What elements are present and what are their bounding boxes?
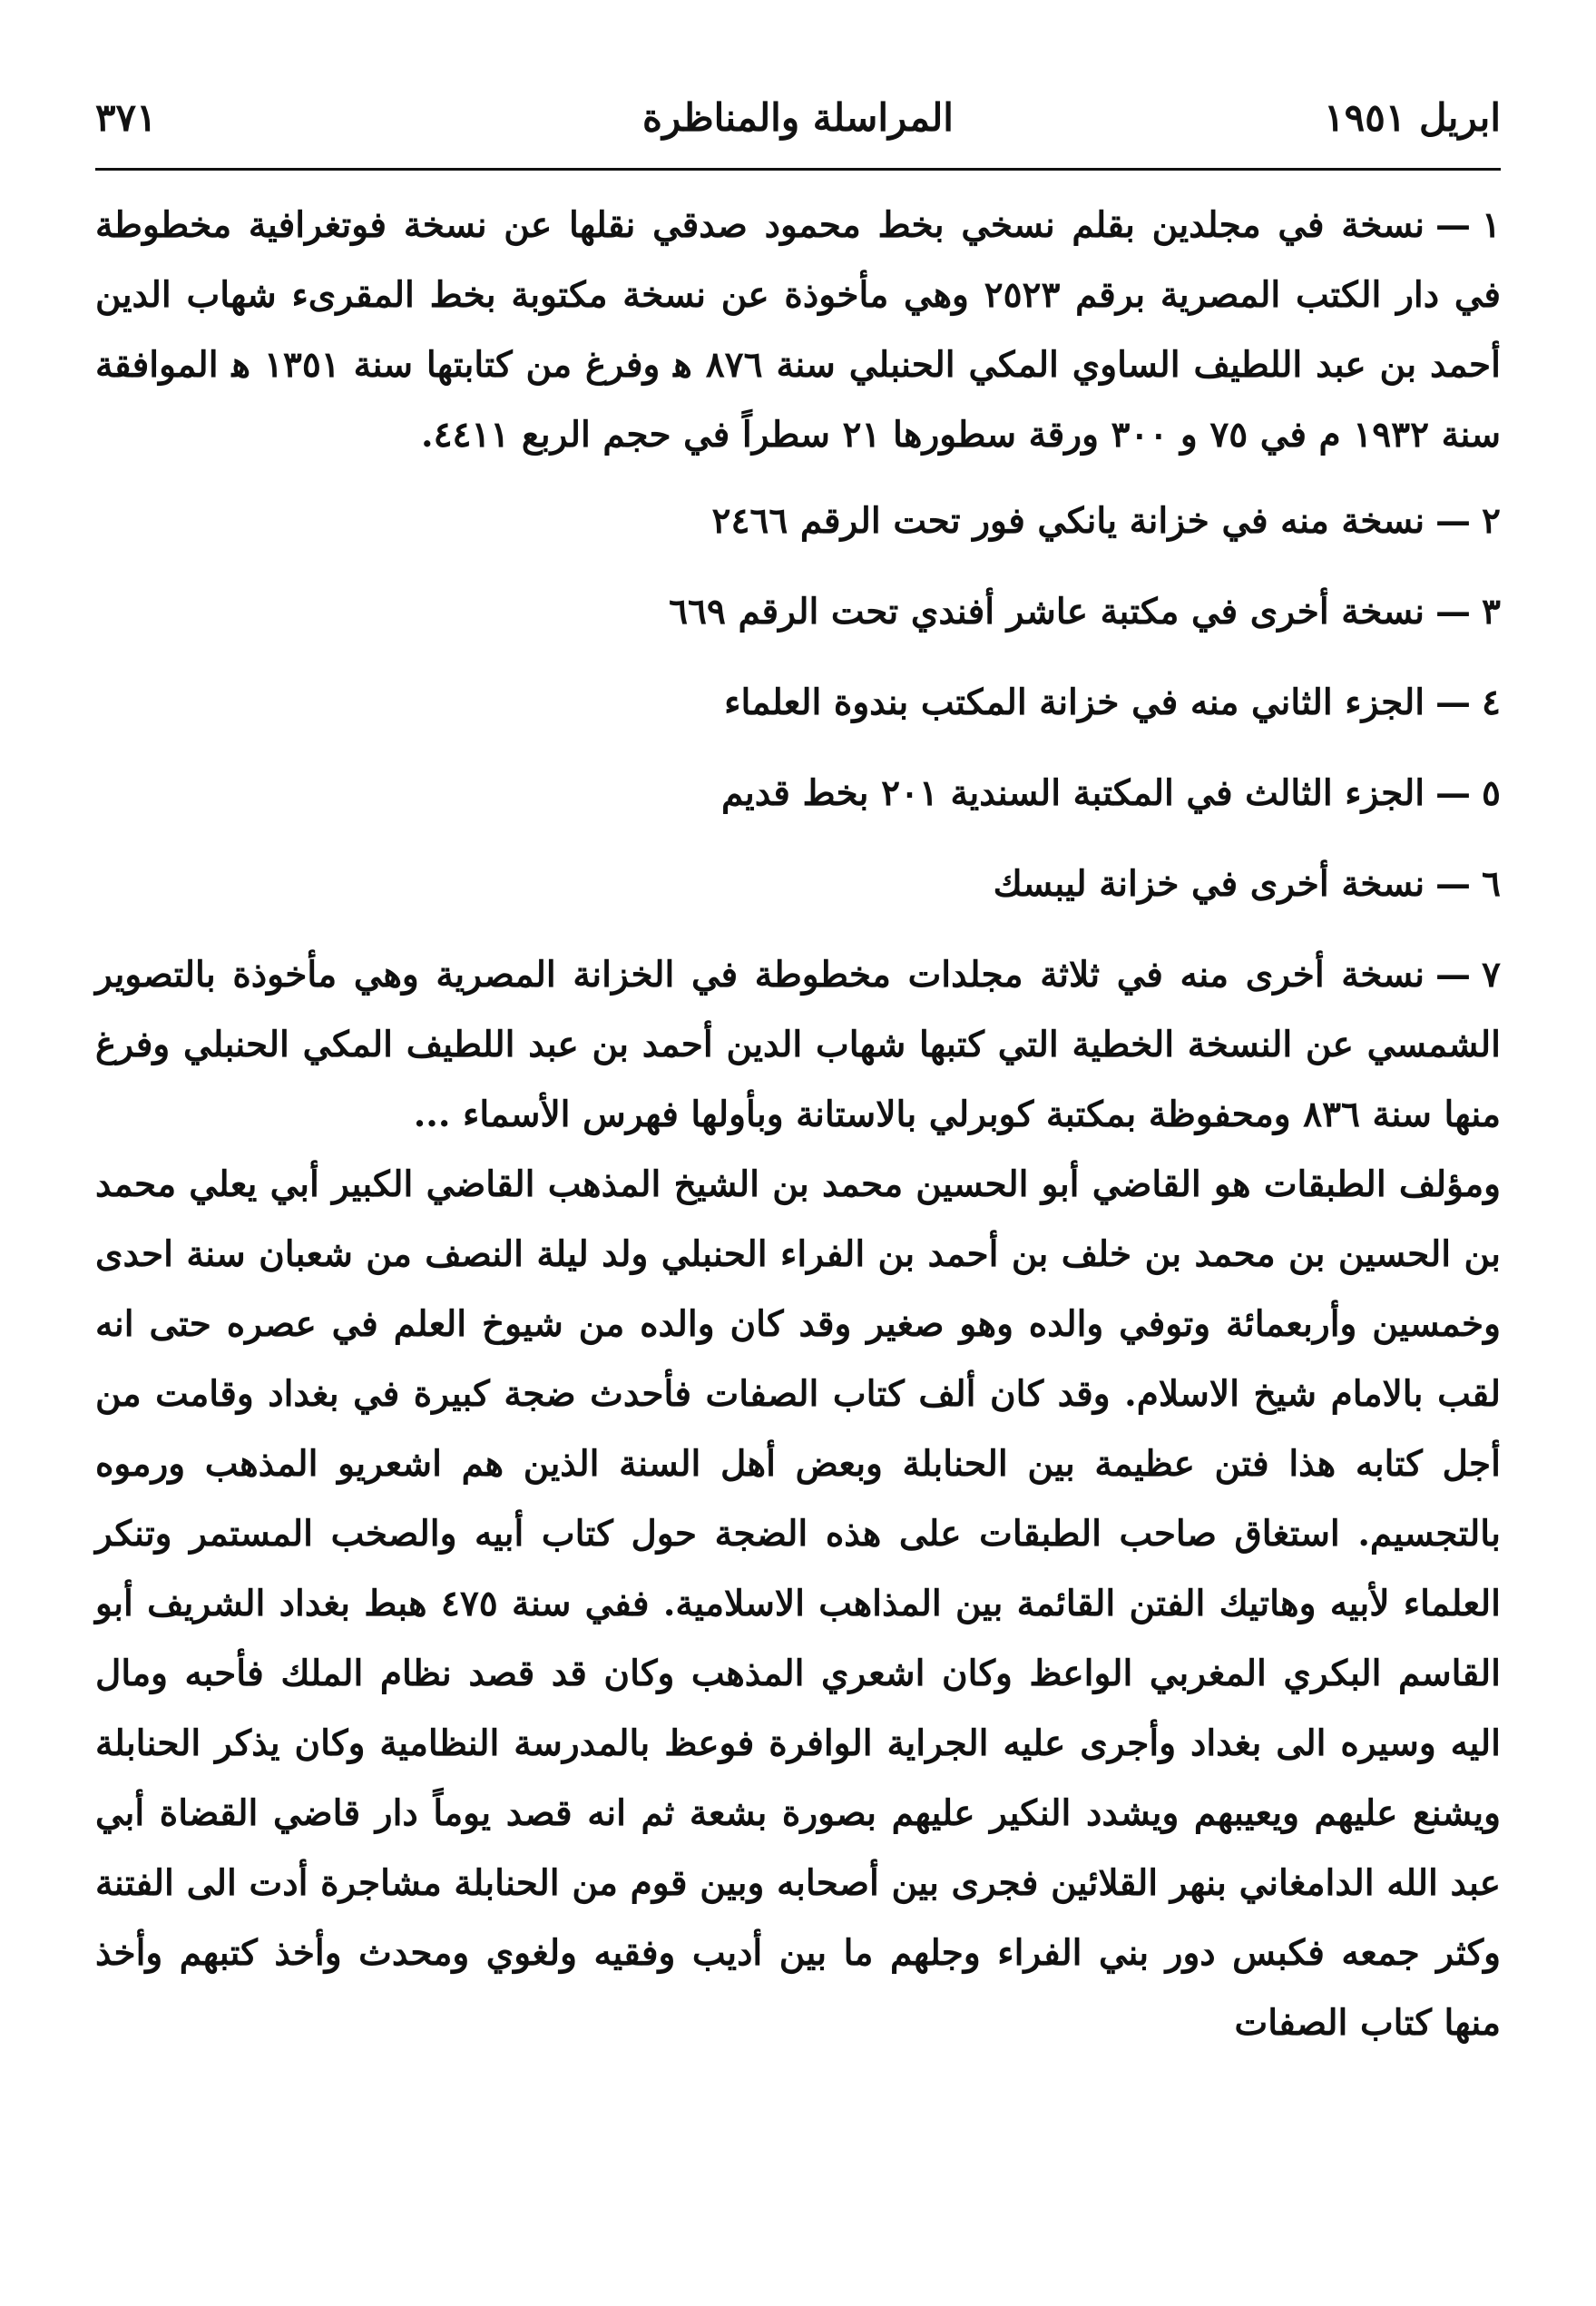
list-item-text: الجزء الثالث في المكتبة السندية ٢٠١ بخط قديم bbox=[720, 772, 1425, 814]
list-item bbox=[95, 940, 1501, 1150]
list-item bbox=[95, 668, 1501, 738]
list-item-text: نسخة أخرى منه في ثلاثة مجلدات مخطوطة في الخزانة المصرية وهي مأخوذة بالتصوير الشمسي عن النسخة الخطية التي كتبها شهاب الدين أحمد بن عبد اللطيف المكي الحنبلي وفرغ منها سنة ٨٣٦ ومحفوظة بمكتبة كوبرلي بالاستانة وبأولها فهرس الأسماء ... bbox=[95, 954, 1501, 1135]
list-item-text: نسخة أخرى في مكتبة عاشر أفندي تحت الرقم ٦٦٩ bbox=[669, 591, 1425, 633]
list-item-number: ٣ bbox=[1482, 591, 1501, 633]
header-section-title: المراسلة والمناظرة bbox=[642, 95, 954, 140]
list-item-number: ٥ bbox=[1482, 772, 1501, 814]
dash-separator: — bbox=[1435, 204, 1472, 246]
list-item-number: ٢ bbox=[1482, 500, 1501, 542]
dash-separator: — bbox=[1435, 591, 1472, 633]
list-item bbox=[95, 849, 1501, 919]
running-header bbox=[95, 86, 1501, 150]
header-date: ابريل ١٩٥١ bbox=[1324, 95, 1501, 140]
dash-separator: — bbox=[1435, 772, 1472, 814]
list-item bbox=[95, 486, 1501, 556]
list-item-number: ٧ bbox=[1482, 954, 1501, 996]
dash-separator: — bbox=[1435, 863, 1472, 905]
body-paragraph: ومؤلف الطبقات هو القاضي أبو الحسين محمد بن الشيخ المذهب القاضي الكبير أبي يعلي محمد بن الحسين بن محمد بن خلف بن أحمد بن الفراء الحنبلي ولد ليلة النصف من شعبان سنة احدى وخمسين وأربعمائة وتوفي والده وهو صغير وقد كان والده من شيوخ العلم في عصره حتى انه لقب بالامام شيخ الاسلام. وقد كان ألف كتاب الصفات فأحدث ضجة كبيرة في بغداد وقامت من أجل كتابه هذا فتن عظيمة بين الحنابلة وبعض أهل السنة الذين هم اشعريو المذهب ورموه بالتجسيم. استغاق صاحب الطبقات على هذه الضجة حول كتاب أبيه والصخب المستمر وتنكر العلماء لأبيه وهاتيك الفتن القائمة بين المذاهب الاسلامية. ففي سنة ٤٧٥ هبط بغداد الشريف أبو القاسم البكري المغربي الواعظ وكان اشعري المذهب وكان قد قصد نظام الملك فأحبه ومال اليه وسيره الى بغداد وأجرى عليه الجراية الوافرة فوعظ بالمدرسة النظامية وكان يذكر الحنابلة ويشنع عليهم ويعيبهم ويشدد النكير عليهم بصورة بشعة ثم انه قصد يوماً دار قاضي القضاة أبي عبد الله الدامغاني بنهر القلائين فجرى بين أصحابه وبين قوم من الحنابلة مشاجرة أدت الى الفتنة وكثر جمعه فكبس دور بني الفراء وجلهم ما بين أديب وفقيه ولغوي ومحدث وأخذ كتبهم وأخذ منها كتاب الصفات bbox=[95, 1163, 1501, 2044]
dash-separator: — bbox=[1435, 682, 1472, 723]
dash-separator: — bbox=[1435, 500, 1472, 542]
list-item-text: الجزء الثاني منه في خزانة المكتب بندوة العلماء bbox=[724, 682, 1425, 723]
list-item bbox=[95, 577, 1501, 647]
list-item-text: نسخة منه في خزانة يانكي فور تحت الرقم ٢٤٦٦ bbox=[711, 500, 1425, 542]
page-number: ٣٧١ bbox=[95, 95, 157, 140]
list-item-text: نسخة في مجلدين بقلم نسخي بخط محمود صدقي نقلها عن نسخة فوتغرافية مخطوطة في دار الكتب المصرية برقم ٢٥٢٣ وهي مأخوذة عن نسخة مكتوبة بخط المقرىء شهاب الدين أحمد بن عبد اللطيف الساوي المكي الحنبلي سنة ٨٧٦ ﻫ وفرغ من كتابتها سنة ١٣٥١ ﻫ الموافقة سنة ١٩٣٢ م في ٧٥ و ٣٠٠ ورقة سطورها ٢١ سطراً في حجم الربع ٤٤١١. bbox=[95, 204, 1502, 456]
list-item-number: ٦ bbox=[1482, 863, 1501, 905]
list-item bbox=[95, 759, 1501, 829]
list-item-number: ٤ bbox=[1482, 682, 1501, 723]
list-item-number: ١ bbox=[1482, 204, 1501, 246]
dash-separator: — bbox=[1435, 954, 1472, 996]
header-divider bbox=[95, 168, 1501, 171]
list-item-text: نسخة أخرى في خزانة ليبسك bbox=[993, 863, 1425, 905]
list-item bbox=[95, 191, 1501, 470]
manuscript-list bbox=[95, 191, 1501, 1150]
